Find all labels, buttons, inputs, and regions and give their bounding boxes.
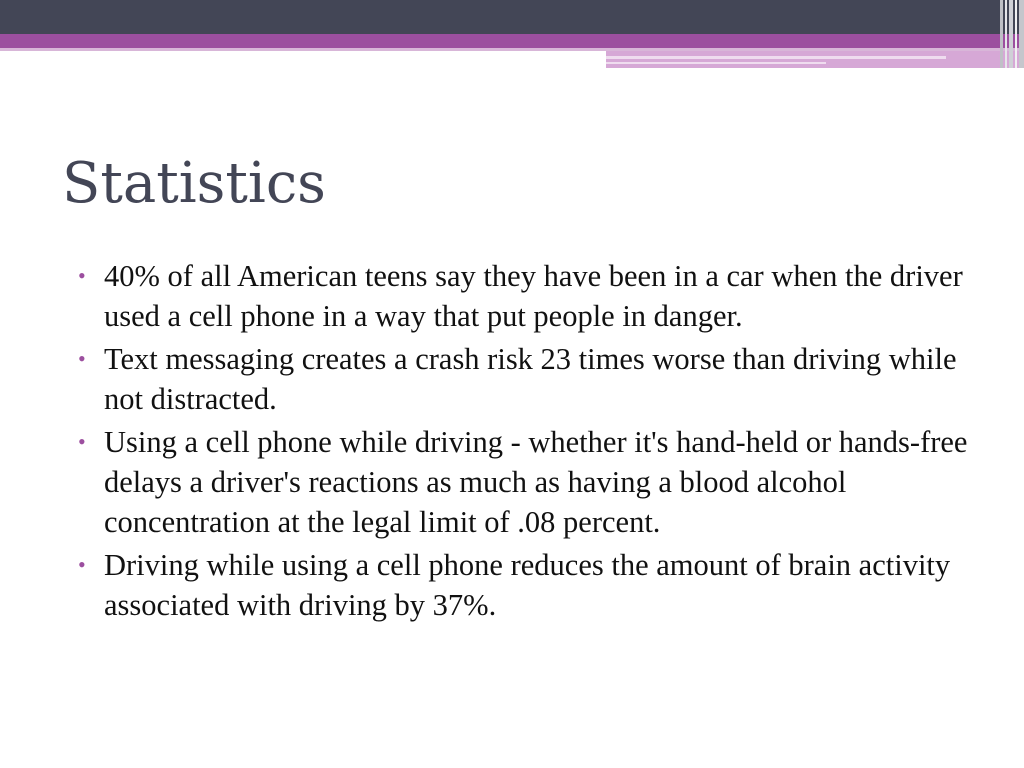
- bullet-text: 40% of all American teens say they have been in a car when the driver used a cell phone in a way that put people in danger.: [104, 259, 963, 333]
- header-band-right-accent: [606, 51, 1024, 68]
- bullet-dot-icon: •: [78, 552, 86, 577]
- slide-title: Statistics: [62, 151, 326, 216]
- bullet-dot-icon: •: [78, 263, 86, 288]
- bullet-text: Using a cell phone while driving - whether it's hand-held or hands-free delays a driver's reactions as much as having a blood alcohol concentration at the legal limit of .08 percent.: [104, 425, 968, 539]
- header-band-right-line-2: [606, 62, 826, 64]
- header-vertical-stripes: [994, 0, 1024, 68]
- bullet-text: Text messaging creates a crash risk 23 times worse than driving while not distracted.: [104, 342, 957, 416]
- bullet-item: [78, 545, 968, 625]
- bullet-list: [78, 256, 968, 628]
- header-band-purple: [0, 34, 1024, 48]
- stripe: [1009, 0, 1013, 68]
- bullet-item: [78, 256, 968, 336]
- bullet-item: [78, 422, 968, 542]
- header-band-right-line: [606, 56, 946, 59]
- bullet-text: Driving while using a cell phone reduces the amount of brain activity associated with driving by 37%.: [104, 548, 951, 622]
- header-band-dark: [0, 0, 1024, 34]
- stripe: [1000, 0, 1003, 68]
- bullet-dot-icon: •: [78, 346, 86, 371]
- bullet-dot-icon: •: [78, 429, 86, 454]
- stripe: [1019, 0, 1024, 68]
- stripe: [1015, 0, 1017, 68]
- stripe: [1005, 0, 1007, 68]
- bullet-item: [78, 339, 968, 419]
